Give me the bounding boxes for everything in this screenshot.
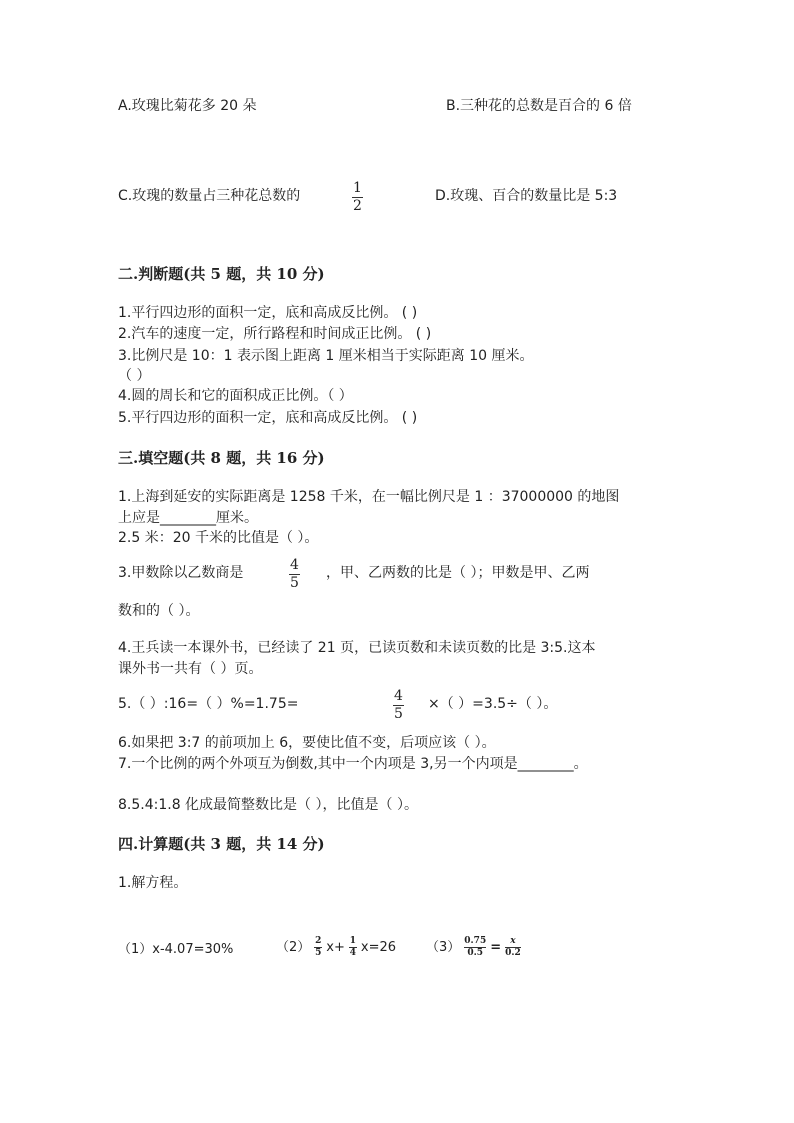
fraction-denominator: 5 [290,575,299,591]
fraction-denominator: 5 [394,706,403,722]
equation-3-label: （3） [426,939,461,955]
section-4-title: 四.计算题(共 3 题，共 14 分) [118,835,325,853]
equation-2-fraction-2 [349,937,357,958]
fill-q3-fraction [289,558,300,591]
equation-3-fraction-right [505,937,521,958]
fill-q6: 6.如果把 3:7 的前项加上 6，要使比值不变，后项应该（ ）。 [118,735,496,751]
equation-2-mid: x+ [326,939,345,955]
judge-item-3-bracket: （ ） [118,368,151,384]
fraction-denominator: 0.5 [467,948,484,958]
fraction-denominator: 5 [315,948,322,958]
choice-c: C.玫瑰的数量占三种花总数的 [118,188,301,204]
fraction-numerator: 2 [315,936,322,946]
equation-2-fraction-1 [314,937,322,958]
equation-1: （1）x-4.07=30% [118,942,234,957]
calc-q1: 1.解方程。 [118,875,188,891]
equation-2-post: x=26 [360,939,397,955]
equation-3-equals: = [490,939,502,955]
judge-item-4: 4.圆的周长和它的面积成正比例。（ ） [118,388,353,404]
fill-q1-line1: 1.上海到延安的实际距离是 1258 千米，在一幅比例尺是 1 ：37000000 的地图 [118,489,620,505]
section-3-title: 三.填空题(共 8 题，共 16 分) [118,449,325,467]
section-2-title: 二.判断题(共 5 题，共 10 分) [118,265,325,283]
judge-item-1: 1.平行四边形的面积一定，底和高成反比例。 ( ) [118,305,418,321]
fraction-numerator: 1 [349,936,356,946]
fill-q3-pre: 3.甲数除以乙数商是 [118,565,244,581]
fill-q4-line2: 课外书一共有（ ）页。 [118,661,263,677]
equation-3 [426,937,523,958]
choice-b: B.三种花的总数是百合的 6 倍 [446,98,632,114]
fraction-denominator: 0.2 [505,948,521,958]
fraction-numerator: 4 [290,557,299,573]
fraction-numerator: x [510,936,516,946]
choice-a: A.玫瑰比菊花多 20 朵 [118,98,257,114]
equation-2 [276,937,396,958]
fill-q8: 8.5.4:1.8 化成最简整数比是（ ），比值是（ ）。 [118,797,418,813]
fill-q3-post: ，甲、乙两数的比是（ ）；甲数是甲、乙两 [326,565,590,581]
judge-item-3: 3.比例尺是 10：1 表示图上距离 1 厘米相当于实际距离 10 厘米。 [118,348,534,364]
fraction-denominator: 4 [349,948,356,958]
judge-item-2: 2.汽车的速度一定，所行路程和时间成正比例。 ( ) [118,326,432,342]
fill-q7: 7.一个比例的两个外项互为倒数,其中一个内项是 3,另一个内项是________。 [118,756,588,772]
equation-2-label: （2） [276,939,311,955]
fill-q3-line2: 数和的（ ）。 [118,603,200,619]
fraction-numerator: 0.75 [464,936,487,946]
fill-q1-line2: 上应是________厘米。 [118,510,258,526]
fraction-numerator: 4 [394,688,403,704]
judge-item-5: 5.平行四边形的面积一定，底和高成反比例。 ( ) [118,410,418,426]
fraction-denominator: 2 [353,198,362,214]
choice-c-fraction [352,181,363,214]
fill-q4-line1: 4.王兵读一本课外书，已经读了 21 页，已读页数和未读页数的比是 3:5.这本 [118,640,596,656]
fraction-numerator: 1 [353,180,362,196]
fill-q5-fraction [393,689,404,722]
fill-q5-pre: 5.（ ）:16=（ ）%=1.75= [118,696,299,712]
fill-q2: 2.5 米：20 千米的比值是（ ）。 [118,530,319,546]
equation-3-fraction-left [464,937,486,958]
fill-q5-post: ×（ ）=3.5÷（ ）。 [428,696,558,712]
choice-d: D.玫瑰、百合的数量比是 5:3 [435,188,618,204]
